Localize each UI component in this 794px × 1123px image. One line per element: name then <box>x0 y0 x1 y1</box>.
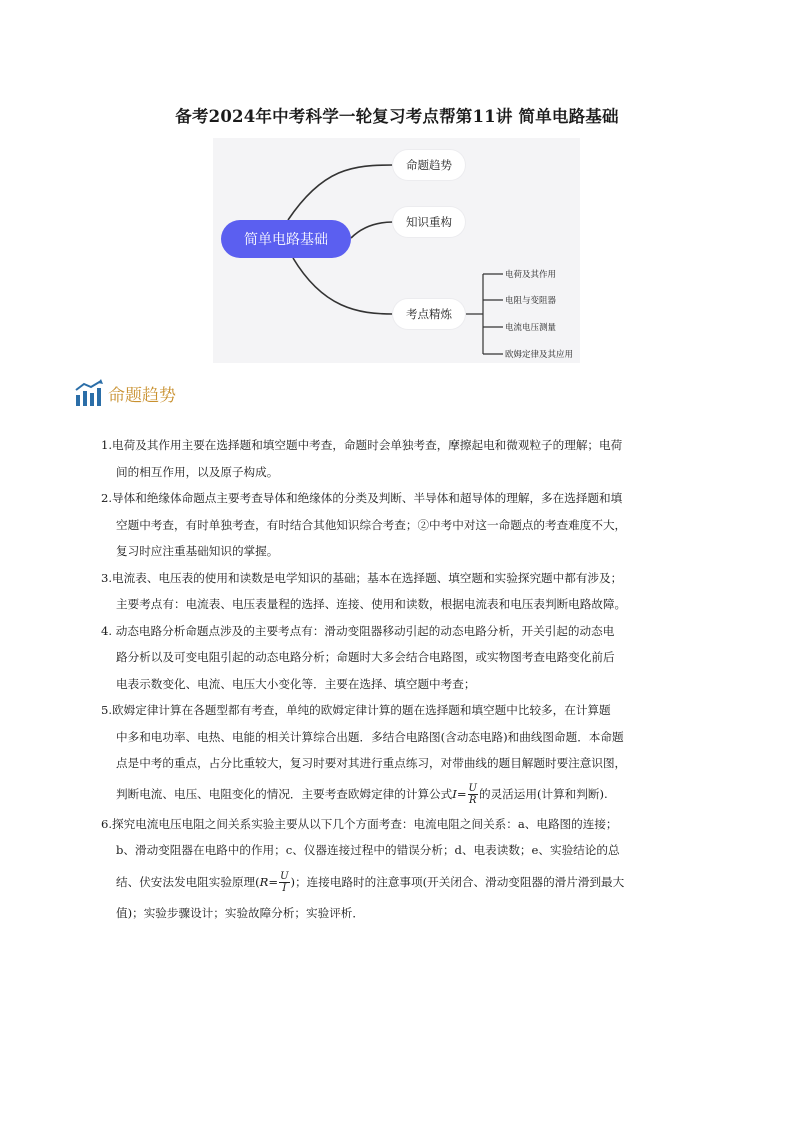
section-heading <box>74 378 176 408</box>
list-item <box>101 432 741 485</box>
mind-map-leaf: 电流电压测量 <box>505 323 557 333</box>
item-line: b、滑动变阻器在电路中的作用；c、仪器连接过程中的错误分析；d、电表读数；e、实验结论的总 <box>116 843 620 857</box>
formula-prefix: 判断电流、电压、电阻变化的情况．主要考查欧姆定律的计算公式 <box>116 786 453 801</box>
formula-prefix: 结、伏安法发电阻实验原理( <box>116 874 260 889</box>
item-line-formula <box>101 864 741 900</box>
item-line: 主要考点有：电流表、电压表量程的选择、连接、使用和读数，根据电流表和电压表判断电路故障。 <box>116 597 627 611</box>
mind-map-leaf: 欧姆定律及其应用 <box>505 350 574 360</box>
item-line: 空题中考查，有时单独考查，有时结合其他知识综合考查；②中考中对这一命题点的考查难度不大， <box>116 517 627 532</box>
section-title: 命题趋势 <box>108 385 176 406</box>
mind-map-leaf: 电阻与变阻器 <box>505 296 557 306</box>
ohm-law-fraction <box>468 783 478 806</box>
fraction-numerator: U <box>468 783 477 794</box>
item-line: 5.欧姆定律计算在各题型都有考查，单纯的欧姆定律计算的题在选择题和填空题中比较多，在计算题 <box>101 703 611 717</box>
mind-map-leaf: 电荷及其作用 <box>505 270 557 280</box>
fraction-denominator: R <box>469 795 477 806</box>
formula-equals: = <box>456 786 467 801</box>
resistance-fraction <box>279 871 289 894</box>
chart-icon <box>74 379 104 407</box>
mind-map-branch-points: 考点精炼 <box>393 299 465 329</box>
list-item <box>101 565 741 618</box>
item-line: 1.电荷及其作用主要在选择题和填空题中考查，命题时会单独考查，摩擦起电和微观粒子的理解；电荷 <box>101 438 623 452</box>
item-line: 路分析以及可变电阻引起的动态电路分析；命题时大多会结合电路图，或实物图考查电路变化前后 <box>116 650 615 664</box>
item-line: 电表示数变化、电流、电压大小变化等．主要在选择、填空题中考查； <box>116 676 476 691</box>
formula-suffix: )；连接电路时的注意事项(开关闭合、滑动变阻器的滑片滑到最大 <box>290 874 625 889</box>
list-item <box>101 697 741 811</box>
mind-map <box>213 138 580 363</box>
list-item <box>101 811 741 927</box>
item-line: 中多和电功率、电热、电能的相关计算综合出题．多结合电路图(含动态电路)和曲线图命题．本命题 <box>116 729 624 744</box>
item-line: 4. 动态电路分析命题点涉及的主要考点有：滑动变阻器移动引起的动态电路分析，开关引起的动态电 <box>101 623 615 638</box>
item-line: 点是中考的重点，占分比重较大，复习时要对其进行重点练习，对带曲线的题目解题时要注意识图， <box>116 756 627 770</box>
list-item <box>101 485 741 565</box>
trend-list <box>101 432 741 926</box>
item-line: 2.导体和绝缘体命题点主要考查导体和绝缘体的分类及判断、半导体和超导体的理解，多在选择题和填 <box>101 491 623 505</box>
mind-map-branch-trend: 命题趋势 <box>393 150 465 180</box>
formula-lhs: R <box>259 874 269 889</box>
item-line: 值)；实验步骤设计；实验故障分析；实验评析． <box>116 905 364 920</box>
item-line-formula <box>101 777 741 811</box>
item-line: 3.电流表、电压表的使用和读数是电学知识的基础；基本在选择题、填空题和实验探究题中都有涉及； <box>101 570 623 585</box>
formula-suffix: 的灵活运用(计算和判断). <box>478 786 608 801</box>
item-line: 6.探究电流电压电阻之间关系实验主要从以下几个方面考查：电流电阻之间关系：a、电路图的连接； <box>101 816 618 831</box>
fraction-denominator: I <box>282 883 287 894</box>
formula-lhs: I <box>452 786 457 801</box>
item-line: 复习时应注重基础知识的掌握。 <box>116 544 279 558</box>
list-item <box>101 618 741 698</box>
fraction-numerator: U <box>280 871 289 882</box>
page-title: 备考2024年中考科学一轮复习考点帮第11讲 简单电路基础 <box>175 107 619 126</box>
mind-map-root: 简单电路基础 <box>221 220 351 258</box>
mind-map-branch-knowledge: 知识重构 <box>393 207 465 237</box>
item-line: 间的相互作用，以及原子构成。 <box>116 464 279 479</box>
formula-equals: = <box>268 874 279 889</box>
